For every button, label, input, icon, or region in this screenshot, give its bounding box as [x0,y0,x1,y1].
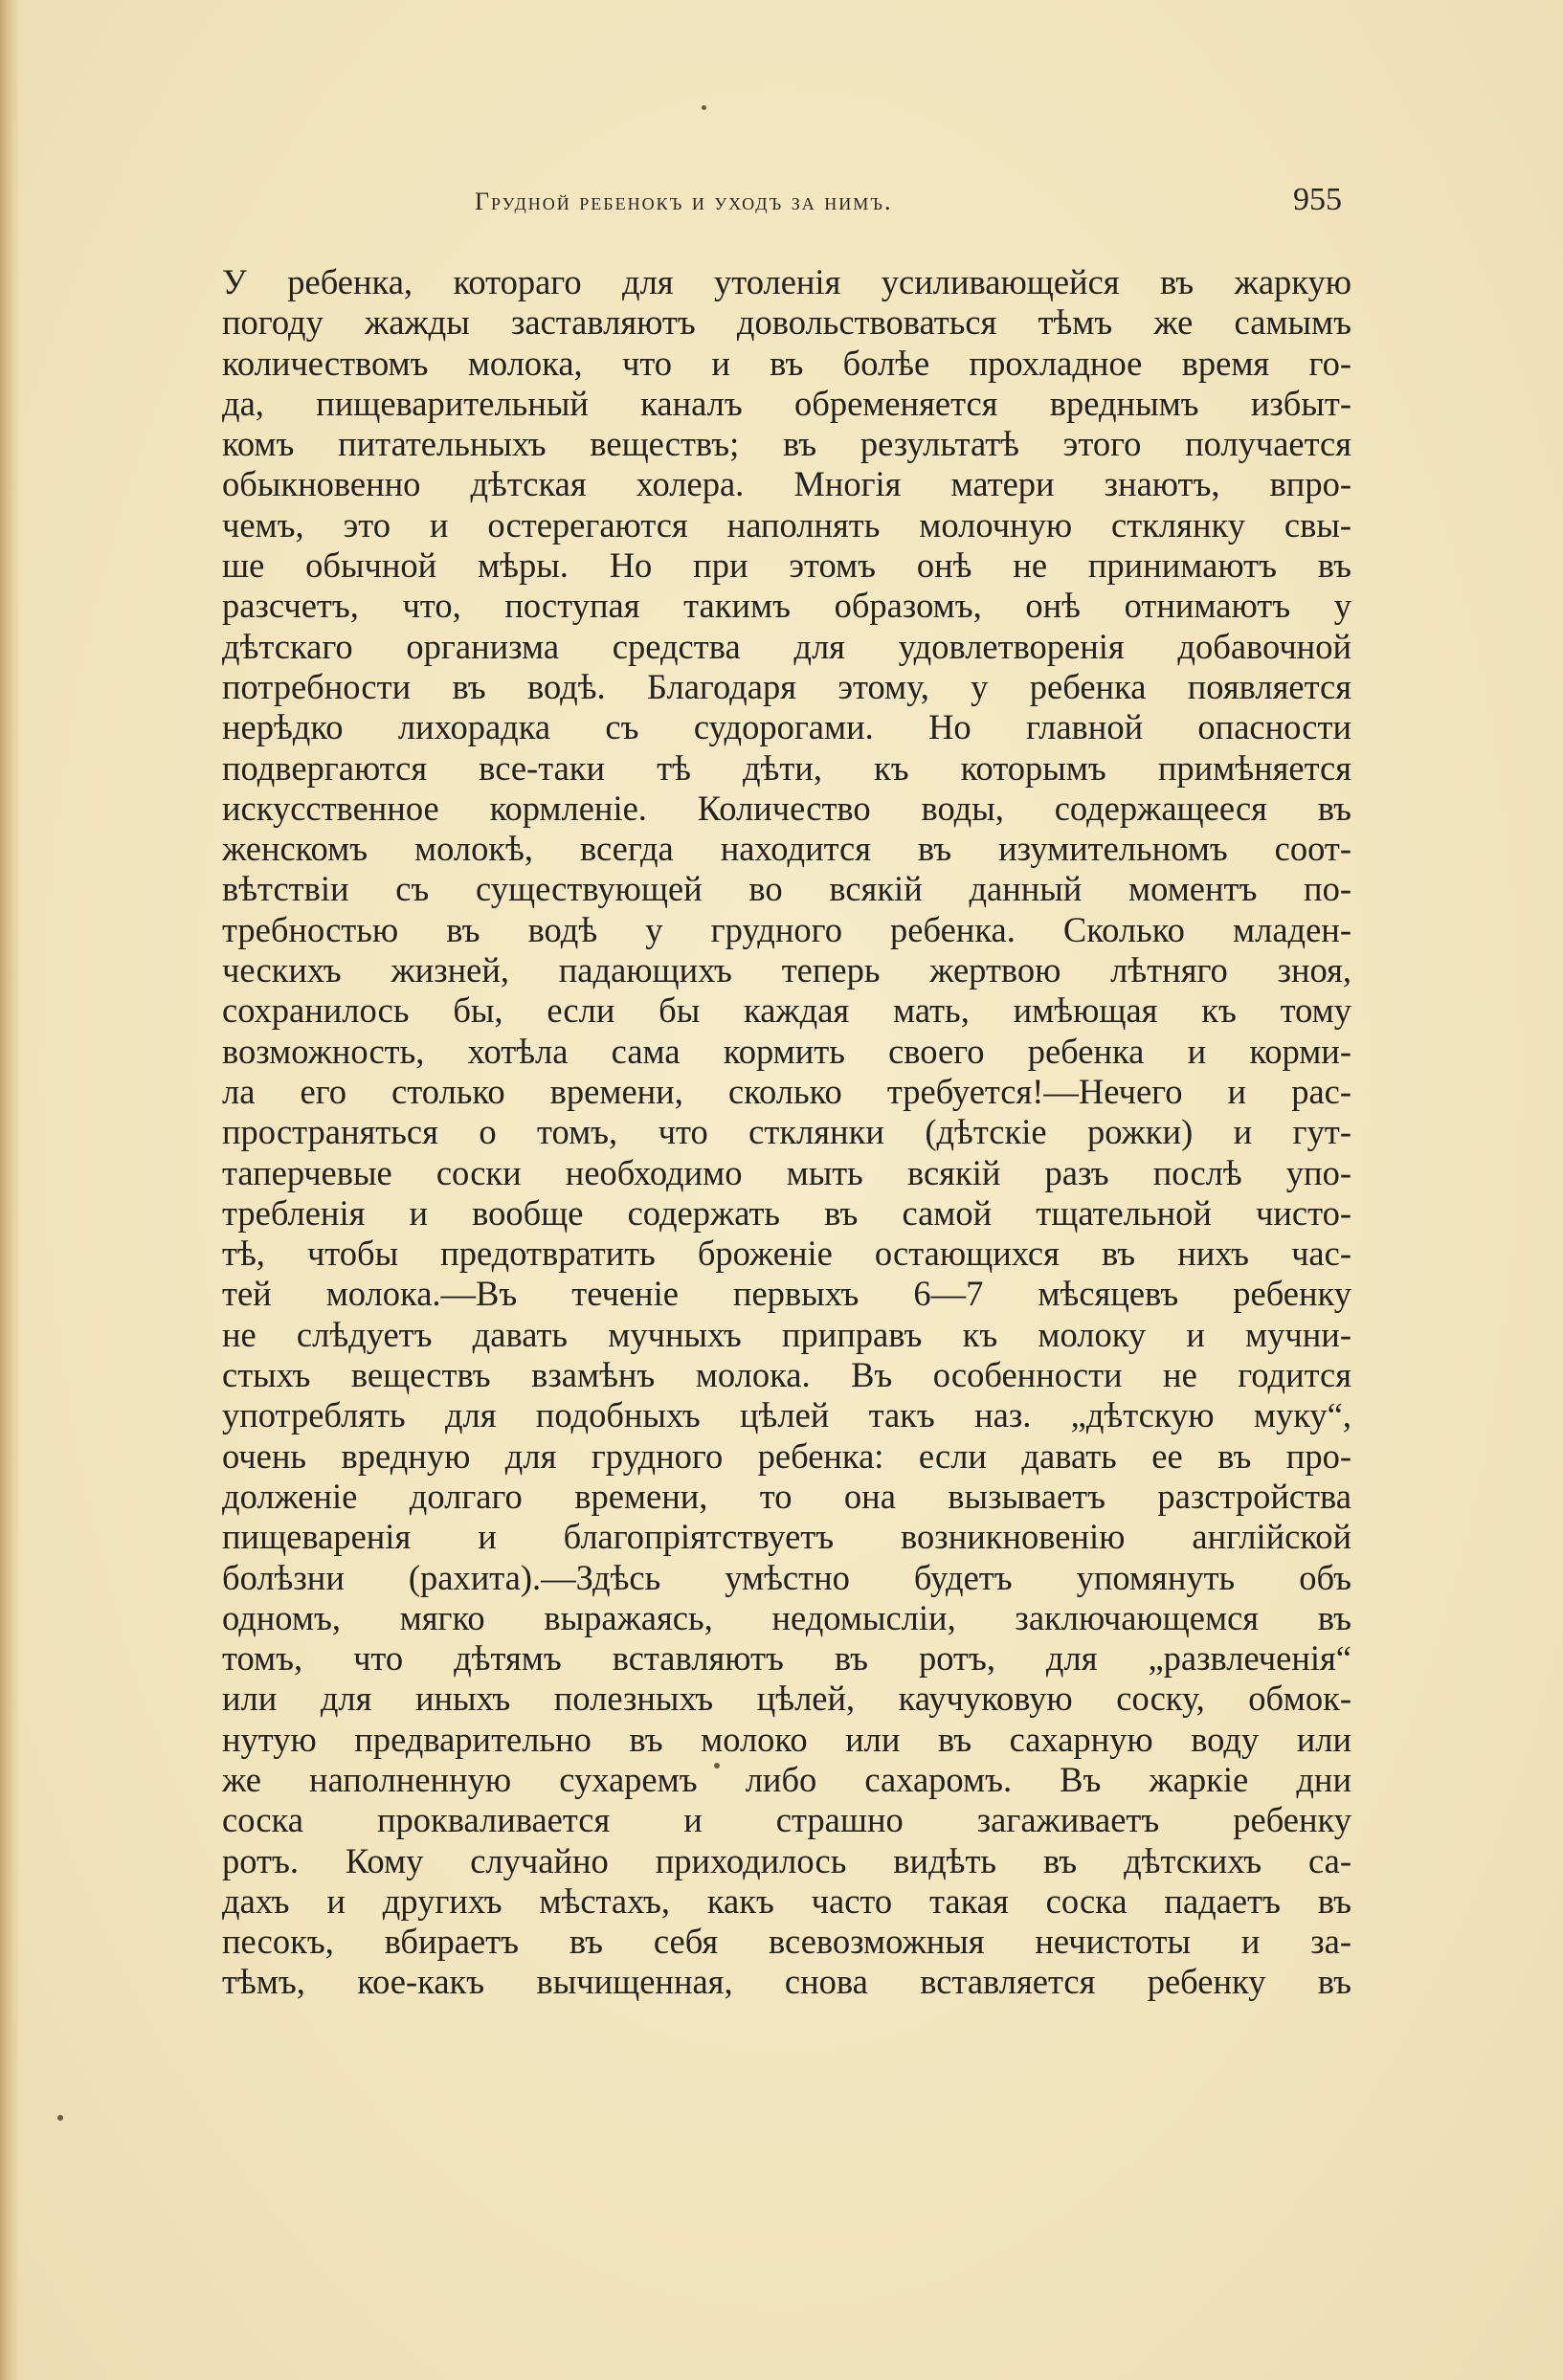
text-line: одномъ, мягко выражаясь, недомысліи, заключающемся въ [222,1597,1351,1637]
text-line: У ребенка, котораго для утоленія усиливающейся въ жаркую [222,262,1351,301]
text-line: соска прокваливается и страшно загаживаетъ ребенку [222,1800,1351,1840]
text-line: разсчетъ, что, поступая такимъ образомъ, онѣ отнимаютъ у [222,586,1351,626]
text-line: стыхъ веществъ взамѣнъ молока. Въ особенности не годится [222,1355,1351,1395]
text-line: комъ питательныхъ веществъ; въ результатѣ этого получается [222,424,1351,464]
text-line: же наполненную сухаремъ либо сахаромъ. Въ жаркіе дни [222,1759,1351,1799]
text-line: вѣтствіи съ существующей во всякій данный моментъ по- [222,869,1351,909]
text-line: ческихъ жизней, падающихъ теперь жертвою лѣтняго зноя, [222,950,1351,990]
page-header [222,182,1351,230]
text-line: пищеваренія и благопріятствуетъ возникновенію англійской [222,1517,1351,1557]
text-line: подвергаются все-таки тѣ дѣти, къ которымъ примѣняется [222,747,1351,788]
page-number: 955 [1293,182,1342,217]
text-line: долженіе долгаго времени, то она вызываетъ разстройства [222,1476,1351,1516]
running-title: Грудной ребенокъ и уходъ за нимъ. [475,188,893,215]
paper-speck [702,105,706,110]
text-line: дѣтскаго организма средства для удовлетворенія добавочной [222,626,1351,666]
body-text [222,262,1351,2003]
text-line: ла его столько времени, сколько требуется!—Нечего и рас- [222,1071,1351,1111]
text-line: нерѣдко лихорадка съ судорогами. Но главной опасности [222,707,1351,747]
paper-speck [57,2115,63,2121]
text-line: тей молока.—Въ теченіе первыхъ 6—7 мѣсяцевъ ребенку [222,1274,1351,1314]
text-line: женскомъ молокѣ, всегда находится въ изумительномъ соот- [222,829,1351,869]
text-line: томъ, что дѣтямъ вставляютъ въ ротъ, для „развлеченія“ [222,1638,1351,1679]
text-line: сохранилось бы, если бы каждая мать, имѣющая къ тому [222,990,1351,1031]
text-line: пространяться о томъ, что стклянки (дѣтскіе рожки) и гут- [222,1112,1351,1152]
text-line: не слѣдуетъ давать мучныхъ приправъ къ молоку и мучни- [222,1314,1351,1354]
text-line: песокъ, вбираетъ въ себя всевозможныя нечистоты и за- [222,1922,1351,1962]
text-line: чемъ, это и остерегаются наполнять молочную стклянку свы- [222,504,1351,545]
text-line: искусственное кормленіе. Количество воды, содержащееся въ [222,788,1351,828]
text-line: количествомъ молока, что и въ болѣе прохладное время го- [222,343,1351,383]
text-line: нутую предварительно въ молоко или въ сахарную воду или [222,1719,1351,1759]
text-line: или для иныхъ полезныхъ цѣлей, каучуковую соску, обмок- [222,1679,1351,1719]
text-line: потребности въ водѣ. Благодаря этому, у ребенка появляется [222,666,1351,706]
text-line: таперчевые соски необходимо мыть всякій разъ послѣ упо- [222,1152,1351,1192]
text-line: ротъ. Кому случайно приходилось видѣть въ дѣтскихъ са- [222,1840,1351,1880]
text-line: тѣмъ, кое-какъ вычищенная, снова вставляется ребенку въ [222,1962,1351,2002]
text-line: требленія и вообще содержать въ самой тщательной чисто- [222,1192,1351,1233]
text-line: ше обычной мѣры. Но при этомъ онѣ не принимаютъ въ [222,545,1351,586]
text-line: возможность, хотѣла сама кормить своего ребенка и корми- [222,1031,1351,1071]
page-gutter-shadow [0,0,21,2380]
text-line: да, пищеварительный каналъ обременяется вреднымъ избыт- [222,383,1351,423]
text-line: дахъ и другихъ мѣстахъ, какъ часто такая соска падаетъ въ [222,1880,1351,1921]
text-line: тѣ, чтобы предотвратить броженіе остающихся въ нихъ час- [222,1234,1351,1274]
text-line: требностью въ водѣ у грудного ребенка. Сколько младен- [222,909,1351,949]
text-line: очень вредную для грудного ребенка: если давать ее въ про- [222,1435,1351,1476]
text-line: погоду жажды заставляютъ довольствоваться тѣмъ же самымъ [222,302,1351,343]
text-line: употреблять для подобныхъ цѣлей такъ наз. „дѣтскую муку“, [222,1395,1351,1435]
text-line: обыкновенно дѣтская холера. Многія матери знаютъ, впро- [222,464,1351,504]
text-line: болѣзни (рахита).—Здѣсь умѣстно будетъ упомянуть объ [222,1557,1351,1597]
